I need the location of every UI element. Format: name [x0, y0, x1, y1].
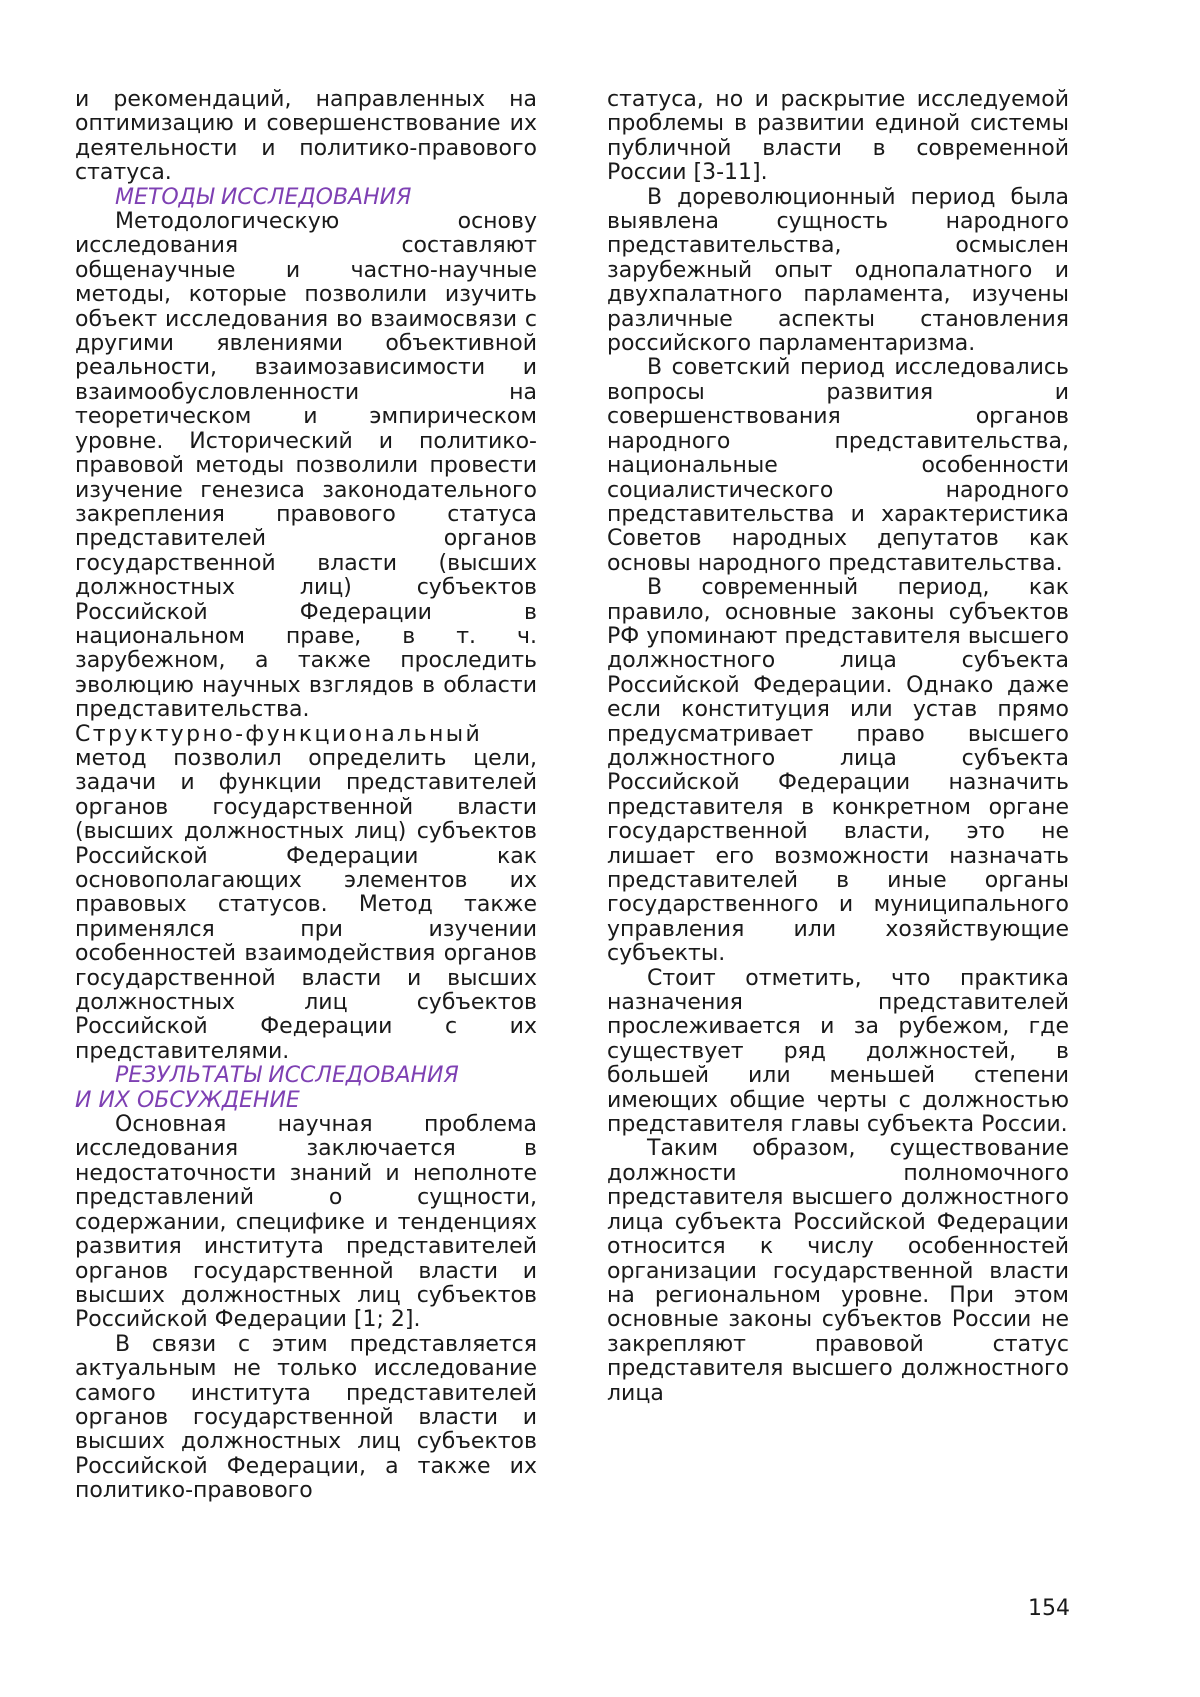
paragraph-methods-a: Методологическую основу исследования составляют общенаучные и частно-научные методы, которые позволили изучить объект исследования во взаимосвязи с другими явлениями объективной реальности, взаимозависимости и взаимообусловленности на теоретическом и эмпирическом уровне. Исторический и политико-правовой методы позволили провести изучение генезиса законодательного закрепления правового статуса представителей органов государственной власти (высших должностных лиц) субъектов Российской Федерации в национальном праве, в т. ч. зарубежном, а также проследить эволюцию научных взглядов в области представительства.	[75, 209, 537, 723]
heading-results-line-2: И ИХ ОБСУЖДЕНИЕ	[75, 1087, 300, 1113]
paragraph-continued: и рекомендаций, направленных на оптимизацию и совершенствование их деятельности и политико-правового статуса.	[75, 88, 537, 186]
paragraph-results-1: Основная научная проблема исследования заключается в недостаточности знаний и неполноте представлений о сущности, содержании, специфике и тенденциях развития института представителей органов государственной власти и высших должностных лиц субъектов Российской Федерации [1; 2].	[75, 1112, 537, 1333]
spaced-term: Структурно-функциональный	[75, 721, 483, 747]
paragraph-methods-b	[75, 723, 537, 1065]
paragraph-soviet: В советский период исследовались вопросы развития и совершенствования органов народного представительства, национальные особенности социалистического народного представительства и характеристика Советов народных депутатов как основы народного представительства.	[607, 355, 1069, 576]
paragraph-methods-b-text: метод позволил определить цели, задачи и функции представителей органов государственной власти (высших должностных лиц) субъектов Российской Федерации как основополагающих элементов их правовых статусов. Метод также применялся при изучении особенностей взаимодействия органов государственной власти и высших должностных лиц субъектов Российской Федерации с их представителями.	[75, 745, 537, 1064]
paragraph-continued: статуса, но и раскрытие исследуемой проблемы в развитии единой системы публичной власти в современной России [3-11].	[607, 88, 1069, 186]
left-text-column	[75, 88, 537, 1528]
page-number: 154	[1028, 1596, 1070, 1621]
paragraph-conclusion: Таким образом, существование должности полномочного представителя высшего должностного лица субъекта Российской Федерации относится к числу особенностей организации государственной власти на региональном уровне. При этом основные законы субъектов России не закрепляют правовой статус представителя высшего должностного лица	[607, 1136, 1069, 1406]
right-text-column	[607, 88, 1069, 1528]
paragraph-modern: В современный период, как правило, основные законы субъектов РФ упоминают представителя высшего должностного лица субъекта Российской Федерации. Однако даже если конституция или устав прямо предусматривает право высшего должностного лица субъекта Российской Федерации назначить представителя в конкретном органе государственной власти, это не лишает его возможности назначать представителей в иные органы государственного и муниципального управления или хозяйствующие субъекты.	[607, 575, 1069, 967]
paragraph-abroad: Стоит отметить, что практика назначения представителей прослеживается и за рубежом, где существует ряд должностей, в большей или меньшей степени имеющих общие черты с должностью представителя главы субъекта России.	[607, 965, 1069, 1138]
heading-results-line-1: РЕЗУЛЬТАТЫ ИССЛЕДОВАНИЯ	[115, 1063, 459, 1089]
paragraph-prerevolutionary: В дореволюционный период была выявлена сущность народного представительства, осмыслен зарубежный опыт однопалатного и двухпалатного парламента, изучены различные аспекты становления российского парламентаризма.	[607, 184, 1069, 357]
paragraph-results-2: В связи с этим представляется актуальным не только исследование самого института представителей органов государственной власти и высших должностных лиц субъектов Российской Федерации, а также их политико-правового	[75, 1331, 537, 1504]
heading-methods: МЕТОДЫ ИССЛЕДОВАНИЯ	[115, 184, 412, 210]
